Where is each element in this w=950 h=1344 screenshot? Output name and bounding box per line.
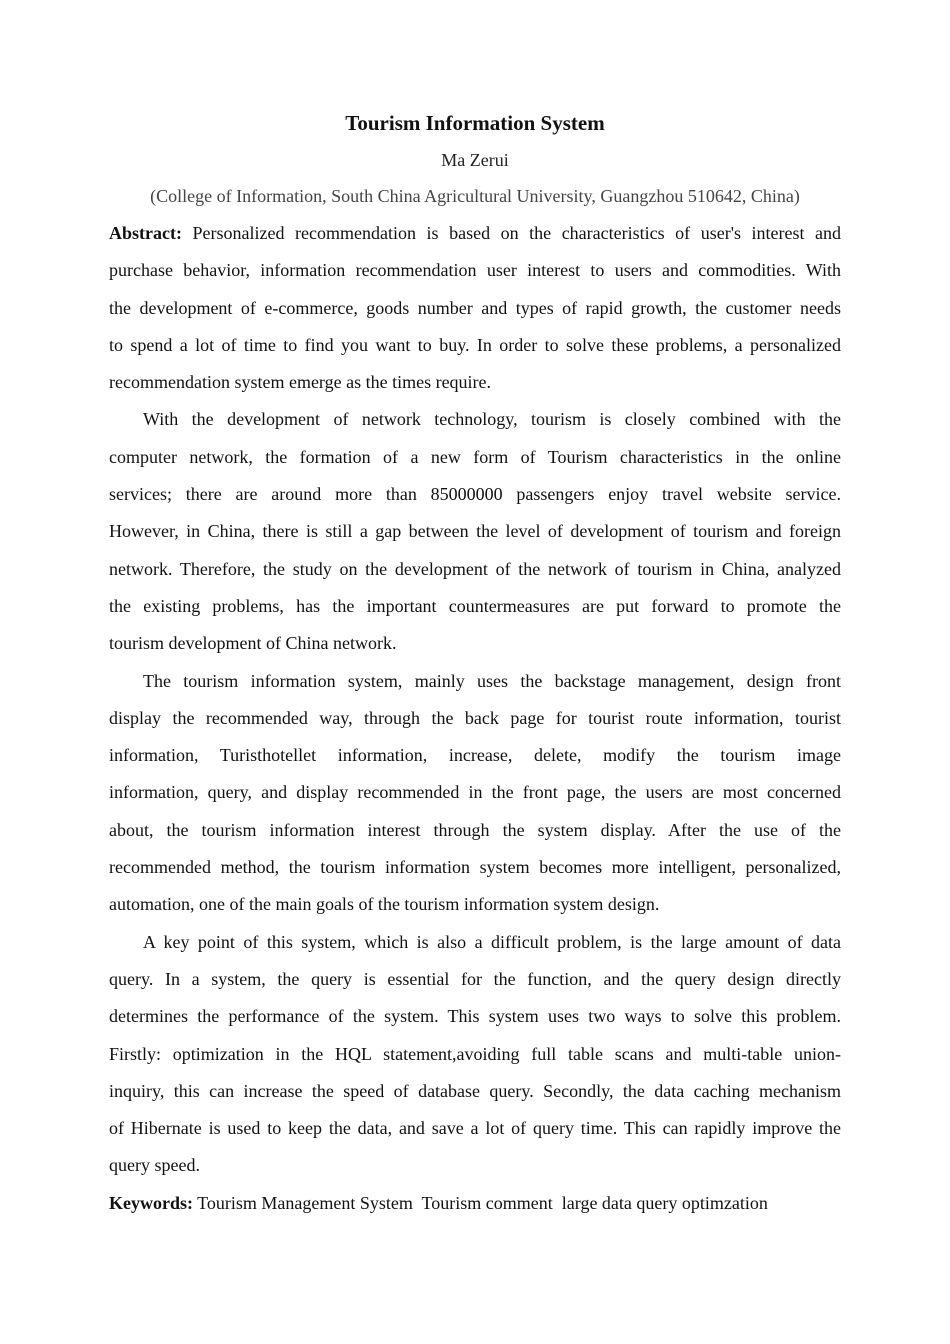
text-line bbox=[109, 743, 841, 780]
paragraph bbox=[109, 407, 841, 668]
line-text: computer network, the formation of a new form of Tourism characteristics in the online bbox=[109, 446, 841, 467]
text-line bbox=[109, 1004, 841, 1041]
line-text: query. In a system, the query is essential for the function, and the query design directly bbox=[109, 968, 841, 989]
paper-title: Tourism Information System bbox=[345, 111, 605, 135]
line-text: inquiry, this can increase the speed of database query. Secondly, the data caching mechanism bbox=[109, 1080, 841, 1101]
paper-body bbox=[109, 221, 841, 1228]
line-text: tourism development of China network. bbox=[109, 633, 397, 654]
keywords-label: Keywords: bbox=[109, 1192, 193, 1213]
text-line bbox=[109, 296, 841, 333]
text-line bbox=[109, 407, 841, 444]
line-text: of Hibernate is used to keep the data, and save a lot of query time. This can rapidly improve the bbox=[109, 1118, 841, 1139]
line-text: to spend a lot of time to find you want to buy. In order to solve these problems, a personalized bbox=[109, 334, 841, 355]
line-text: about, the tourism information interest through the system display. After the use of the bbox=[109, 819, 841, 840]
abstract-label: Abstract: bbox=[109, 223, 182, 243]
keywords-text: Tourism Management System Tourism comment large data query optimzation bbox=[193, 1192, 768, 1213]
line-text: automation, one of the main goals of the tourism information system design. bbox=[109, 894, 660, 915]
author-affiliation: (College of Information, South China Agricultural University, Guangzhou 510642, China) bbox=[150, 186, 800, 206]
text-line bbox=[109, 482, 841, 519]
line-text: services; there are around more than 85000000 passengers enjoy travel website service. bbox=[109, 484, 841, 505]
paragraph bbox=[109, 930, 841, 1191]
keywords bbox=[109, 1191, 841, 1228]
text-line bbox=[109, 855, 841, 892]
line-text: the existing problems, has the important countermeasures are put forward to promote the bbox=[109, 595, 841, 616]
text-line bbox=[109, 706, 841, 743]
line-text: However, in China, there is still a gap between the level of development of tourism and foreign bbox=[109, 521, 841, 542]
text-line bbox=[109, 930, 841, 967]
line-text: information, query, and display recommended in the front page, the users are most concerned bbox=[109, 782, 841, 803]
body-paragraphs bbox=[109, 407, 841, 1190]
line-text: recommendation system emerge as the times require. bbox=[109, 372, 492, 393]
line-text: network. Therefore, the study on the development of the network of tourism in China, analyzed bbox=[109, 558, 841, 579]
line-text: display the recommended way, through the back page for tourist route information, tourist bbox=[109, 707, 841, 728]
line-text: determines the performance of the system. This system uses two ways to solve this problem. bbox=[109, 1006, 841, 1027]
author-name: Ma Zerui bbox=[441, 150, 509, 170]
line-text: purchase behavior, information recommendation user interest to users and commodities. With bbox=[109, 260, 841, 281]
text-line bbox=[109, 1153, 841, 1190]
line-text: query speed. bbox=[109, 1155, 200, 1176]
line-text: With the development of network technology, tourism is closely combined with the bbox=[143, 409, 841, 430]
text-line bbox=[109, 669, 841, 706]
text-line bbox=[109, 967, 841, 1004]
line-text: Firstly: optimization in the HQL statement,avoiding full table scans and multi-table union- bbox=[109, 1043, 841, 1064]
text-line bbox=[109, 221, 841, 258]
line-text: recommended method, the tourism information system becomes more intelligent, personalized, bbox=[109, 857, 841, 878]
text-line bbox=[109, 557, 841, 594]
text-line bbox=[109, 818, 841, 855]
text-line bbox=[109, 370, 841, 407]
paragraph bbox=[109, 669, 841, 930]
text-line bbox=[109, 631, 841, 668]
text-line bbox=[109, 1116, 841, 1153]
text-line bbox=[109, 258, 841, 295]
text-line bbox=[109, 780, 841, 817]
text-line bbox=[109, 594, 841, 631]
text-line bbox=[109, 333, 841, 370]
line-text: The tourism information system, mainly uses the backstage management, design front bbox=[143, 670, 841, 691]
text-line bbox=[109, 519, 841, 556]
line-text: Personalized recommendation is based on the characteristics of user's interest and bbox=[192, 223, 841, 243]
text-line bbox=[109, 1042, 841, 1079]
text-line bbox=[109, 892, 841, 929]
abstract bbox=[109, 221, 841, 407]
line-text: A key point of this system, which is also a difficult problem, is the large amount of data bbox=[143, 931, 841, 952]
line-text: the development of e-commerce, goods number and types of rapid growth, the customer needs bbox=[109, 297, 841, 318]
text-line bbox=[109, 445, 841, 482]
line-text: information, Turisthotellet information, increase, delete, modify the tourism image bbox=[109, 745, 841, 766]
text-line bbox=[109, 1079, 841, 1116]
